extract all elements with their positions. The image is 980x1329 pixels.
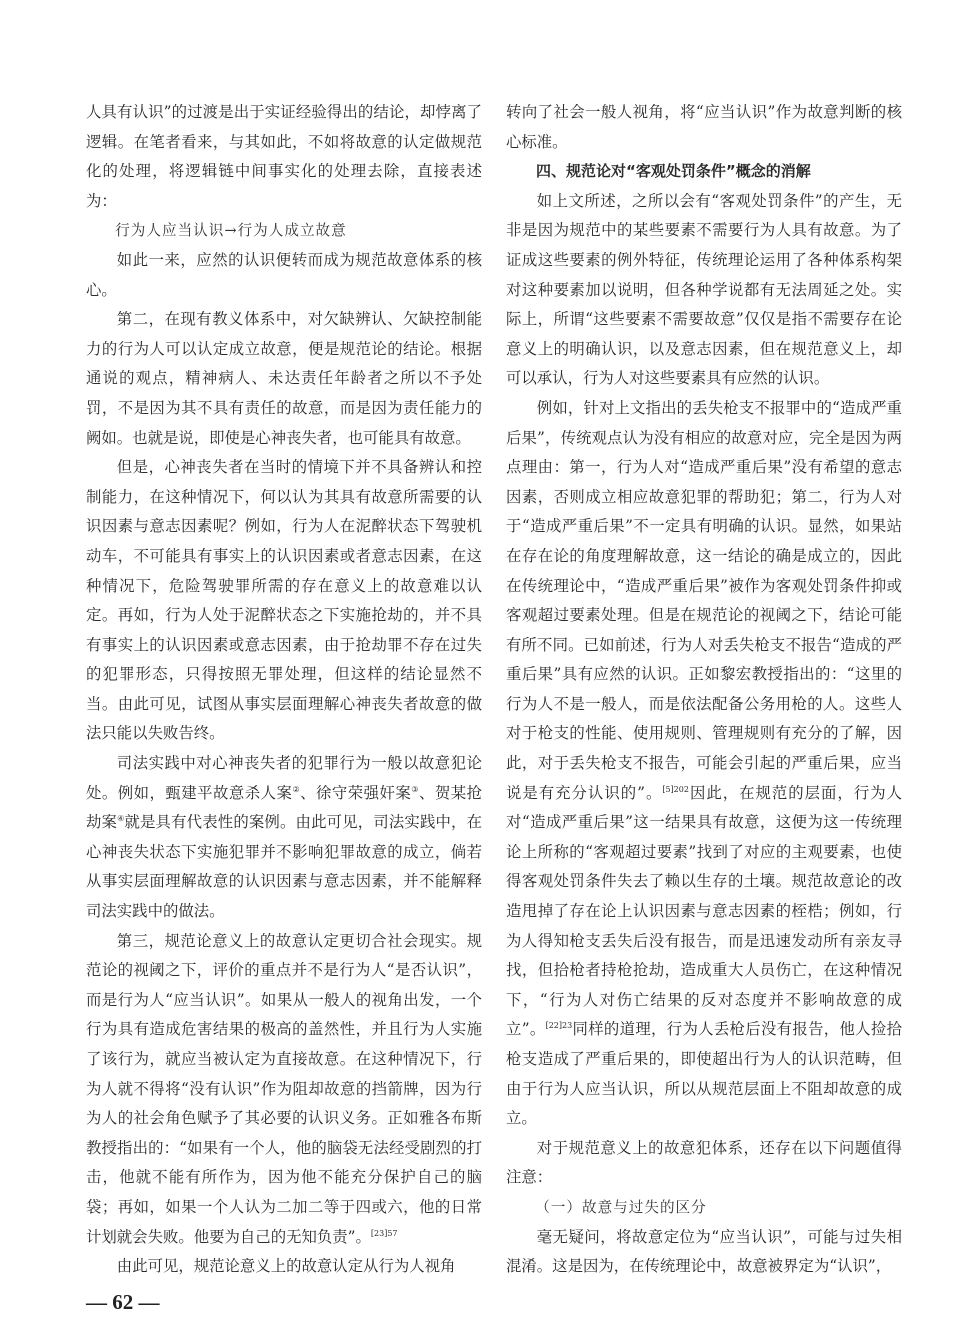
- text: 同样的道理，行为人丢枪后没有报告，他人捡拾枪支造成了严重后果的，即使超出行为人的认识范畴，但由于行为人应当认识，所以从规范层面上不阻却故意的成立。: [506, 1020, 902, 1128]
- paragraph: 第二，在现有教义体系中，对欠缺辨认、欠缺控制能力的行为人可以认定成立故意，便是规范论的结论。根据通说的观点，精神病人、未达责任年龄者之所以不予处罚，不是因为其不具有责任的故意，而是因为责任能力的阙如。也就是说，即使是心神丧失者，也可能具有故意。: [86, 310, 482, 447]
- paragraph: 如上文所述，之所以会有“客观处罚条件”的产生，无非是因为规范中的某些要素不需要行为人具有故意。为了证成这些要素的例外特征，传统理论运用了各种体系构架对这种要素加以说明，但各种学说都有无法周延之处。实际上，所谓“这些要素不需要故意”仅仅是指不需要存在论意义上的明确认识，以及意志因素，但在规范意义上，却可以承认，行为人对这些要素具有应然的认识。: [506, 191, 902, 388]
- citation-marker: [5]202: [662, 784, 689, 794]
- text: 司法实践中对心神丧失者的犯罪行为一般以故意犯论处。例如，甄建平故意杀人案: [86, 754, 482, 802]
- text: 、贺某抢劫案: [86, 783, 482, 832]
- formula-line: 行为人应当认识→行为人成立故意: [115, 222, 347, 240]
- paragraph: [506, 394, 902, 1134]
- paragraph: 如此一来，应然的认识便转而成为规范故意体系的核心。: [86, 250, 482, 299]
- paragraph: 转向了社会一般人视角，将“应当认识”作为故意判断的核心标准。: [506, 103, 902, 151]
- left-column: [86, 98, 482, 1316]
- page-number: — 62 —: [86, 1289, 160, 1314]
- footnote-marker: ④: [117, 814, 125, 824]
- text: 因此，在规范的层面，行为人对“造成严重后果”这一结果具有故意，这便为这一传统理论上所称的“客观超过要素”找到了对应的主观要素，也使得客观处罚条件失去了赖以生存的土壤。规范故意论的改造甩掉了存在论上认识因素与意志因素的桎梏；例如，行为人得知枪支丢失后没有报告，而是迅速发动所有亲友寻找，但拾枪者持枪抢劫，造成重大人员伤亡，在这种情况下，“行为人对伤亡结果的反对态度并不影响故意的成立”。: [506, 783, 902, 1039]
- footnote-marker: ③: [411, 784, 419, 794]
- paragraph: 由此可见，规范论意义上的故意认定从行为人视角: [116, 1257, 456, 1276]
- text: 、徐守荣强奸案: [300, 783, 412, 802]
- paragraph: 人具有认识”的过渡是出于实证经验得出的结论，却悖离了逻辑。在笔者看来，与其如此，不如将故意的认定做规范化的处理，将逻辑链中间事实化的处理去除，直接表述为：: [86, 103, 482, 210]
- paragraph: [86, 749, 482, 927]
- right-column: [506, 98, 902, 1282]
- paragraph: 毫无疑问，将故意定位为“应当认识”，可能与过失相混淆。这是因为，在传统理论中，故意被界定为“认识”，: [506, 1227, 902, 1276]
- text: 就是具有代表性的案例。由此可见，司法实践中，在心神丧失状态下实施犯罪并不影响犯罪故意的成立，倘若从事实层面理解故意的认识因素与意志因素，并不能解释司法实践中的做法。: [86, 813, 482, 921]
- paragraph: 但是，心神丧失者在当时的情境下并不具备辨认和控制能力，在这种情况下，何以认为其具有故意所需要的认识因素与意志因素呢？例如，行为人在泥醉状态下驾驶机动车，不可能具有事实上的认识因素或者意志因素，在这种情况下，危险驾驶罪所需的存在意义上的故意难以认定。再如，行为人处于泥醉状态之下实施抢劫的，并不具有事实上的认识因素或意志因素，由于抢劫罪不存在过失的犯罪形态，只得按照无罪处理，但这样的结论显然不当。由此可见，试图从事实层面理解心神丧失者故意的做法只能以失败告终。: [86, 458, 482, 743]
- text: 例如，针对上文指出的丢失枪支不报罪中的“造成严重后果”，传统观点认为没有相应的故意对应，完全是因为两点理由：第一，行为人对“造成严重后果”没有希望的意志因素，否则成立相应故意犯罪的帮助犯；第二，行为人对于“造成严重后果”不一定具有明确的认识。显然，如果站在存在论的角度理解故意，这一结论的确是成立的，因此在传统理论中，“造成严重后果”被作为客观处罚条件抑或客观超过要素处理。但是在规范论的视阈之下，结论可能有所不同。已如前述，行为人对丢失枪支不报告“造成的严重后果”具有应然的认识。正如黎宏教授指出的：“这里的行为人不是一般人，而是依法配备公务用枪的人。这些人对于枪支的性能、使用规则、管理规则有充分的了解，因此，对于丢失枪支不报告，可能会引起的严重后果，应当说是有充分认识的”。: [506, 398, 902, 802]
- subsection-heading: （一）故意与过失的区分: [535, 1198, 707, 1216]
- footnote-marker: ②: [292, 784, 301, 794]
- paragraph: 对于规范意义上的故意犯体系，还存在以下问题值得注意：: [506, 1138, 902, 1187]
- text: 第三，规范论意义上的故意认定更切合社会现实。规范论的视阈之下，评价的重点并不是行为人“是否认识”，而是行为人“应当认识”。如果从一般人的视角出发，一个行为具有造成危害结果的极高的盖然性，并且行为人实施了该行为，就应当被认定为直接故意。在这种情况下，行为人就不得将“没有认识”作为阻却故意的挡箭牌，因为行为人的社会角色赋予了其必要的认识义务。正如雅各布斯教授指出的：“如果有一个人，他的脑袋无法经受剧烈的打击，他就不能有所作为，因为他不能充分保护自己的脑袋；再如，如果一个人认为二加二等于四或六，他的日常计划就会失败。他要为自己的无知负责”。: [86, 931, 482, 1246]
- section-heading: 四、规范论对“客观处罚条件”概念的消解: [536, 162, 811, 181]
- citation-marker: [23]57: [370, 1228, 398, 1238]
- citation-marker: [22]23: [545, 1021, 573, 1031]
- paragraph: [86, 927, 482, 1253]
